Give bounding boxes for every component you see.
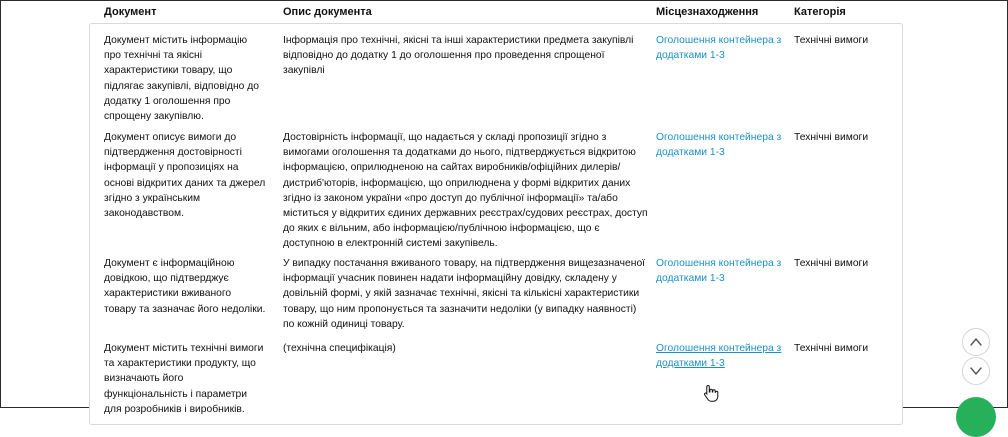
document-cell: Документ містить інформацію про технічні та якісні характеристики товару, що підлягає закупівлі, відповідно до додатку 1 оголошення про спрощену закупівлю. <box>104 35 260 123</box>
hand-cursor-icon <box>703 384 719 402</box>
document-cell: Документ містить технічні вимоги та характеристики продукту, що визначають його функціональність і параметри для розробників і виробників. <box>104 343 264 415</box>
chevron-up-icon <box>969 336 983 348</box>
description-cell: (технічна специфікація) <box>283 343 396 354</box>
scroll-down-button[interactable] <box>962 357 990 385</box>
header-location: Місцезнаходження <box>656 6 759 18</box>
document-cell: Документ є інформаційною довідкою, що підтверджує характеристики вживаного товару та зазначає його недоліки. <box>104 258 266 315</box>
chevron-down-icon <box>969 365 983 377</box>
description-cell: Інформація про технічні, якісні та інші характеристики предмета закупівлі відповідно до додатку 1 до оголошення про проведення спрощеної закупівлі <box>283 35 634 77</box>
description-cell: У випадку постачання вживаного товару, на підтвердження вищезазначеної інформації учасник повинен надати інформаційну довідку, складену у довільній формі, у якій зазначає технічні, якісні та кількісні характеристики товару, що ним пропонується та зазначити недоліки (у випадку наявності) по кожній одиниці товару. <box>283 258 646 330</box>
header-description: Опис документа <box>283 6 372 18</box>
category-cell: Технічні вимоги <box>794 132 869 143</box>
header-category: Категорія <box>794 6 846 18</box>
chat-button[interactable] <box>956 397 996 437</box>
documents-table <box>89 23 903 425</box>
location-link[interactable]: Оголошення контейнера з додатками 1-3 <box>656 132 782 159</box>
location-link[interactable]: Оголошення контейнера з додатками 1-3 <box>656 258 782 285</box>
table-header <box>1 1 1007 23</box>
scroll-up-button[interactable] <box>962 328 990 356</box>
location-link[interactable]: Оголошення контейнера з додатками 1-3 <box>656 343 782 370</box>
location-link[interactable]: Оголошення контейнера з додатками 1-3 <box>656 35 782 62</box>
category-cell: Технічні вимоги <box>794 258 869 269</box>
category-cell: Технічні вимоги <box>794 343 869 354</box>
document-cell: Документ описує вимоги до підтвердження достовірності інформації у пропозиціях на основі відкритих даних та джерел згідно з українським законодавством. <box>104 132 266 220</box>
category-cell: Технічні вимоги <box>794 35 869 46</box>
header-document: Документ <box>104 6 157 18</box>
description-cell: Достовірність інформації, що надається у складі пропозиції згідно з вимогами оголошення та додатками до нього, підтверджується відкритою інформацією, оприлюдненою на сайтах виробників/офіційних дилерів/дистриб'юторів, інформацією, що оприлюднена у формі відкритих даних згідно із законом україни «про доступ до публічної інформації» та/або міститься у відкритих єдиних державних реєстрах/судових реєстрах, доступ до яких є вільним, або інформацією/публічною інформацією, що є доступною в електронній системі закупівель. <box>283 132 648 250</box>
